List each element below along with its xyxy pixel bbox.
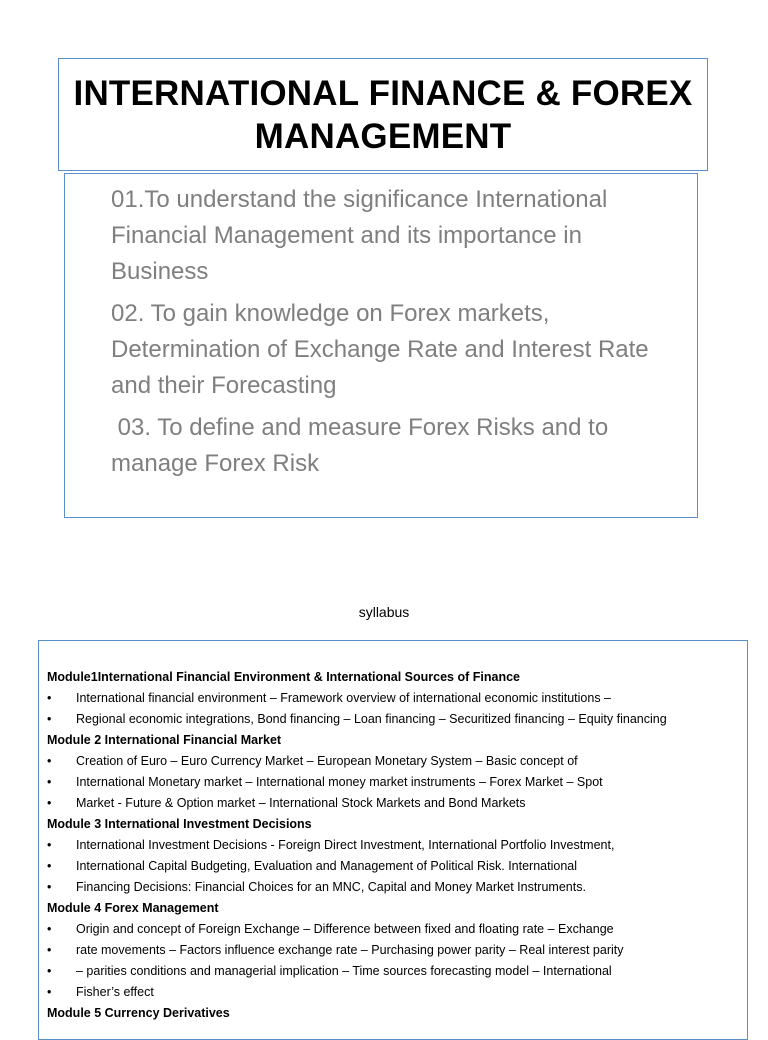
title-box (58, 58, 708, 171)
bullet-icon: • (47, 691, 52, 705)
bullet-icon: • (47, 838, 52, 852)
list-item: • Market - Future & Option market – International Stock Markets and Bond Markets (47, 793, 747, 814)
bullet-icon: • (47, 796, 52, 810)
objective-1: 01.To understand the significance International Financial Management and its importance in Business (111, 186, 608, 285)
objectives-box (64, 173, 698, 518)
module-2-title: Module 2 International Financial Market (47, 733, 282, 747)
module-4-title: Module 4 Forex Management (47, 901, 219, 915)
bullet-icon: • (47, 775, 52, 789)
list-item: • – parities conditions and managerial implication – Time sources forecasting model – International (47, 961, 747, 982)
objective-2: 02. To gain knowledge on Forex markets, Determination of Exchange Rate and Interest Rate and their Forecasting (111, 300, 649, 399)
bullet-icon: • (47, 859, 52, 873)
bullet-icon: • (47, 985, 52, 999)
objective-3: 03. To define and measure Forex Risks and to manage Forex Risk (111, 414, 615, 477)
list-item: • Fisher’s effect (47, 982, 747, 1003)
syllabus-box (38, 640, 748, 1040)
bullet-icon: • (47, 964, 52, 978)
list-item: • International Monetary market – International money market instruments – Forex Market – Spot (47, 772, 747, 793)
bullet-icon: • (47, 880, 52, 894)
list-item: • Creation of Euro – Euro Currency Market – European Monetary System – Basic concept of (47, 751, 747, 772)
bullet-icon: • (47, 943, 52, 957)
bullet-icon: • (47, 712, 52, 726)
list-item: • Financing Decisions: Financial Choices for an MNC, Capital and Money Market Instruments. (47, 877, 747, 898)
list-item: • Origin and concept of Foreign Exchange – Difference between fixed and floating rate – Exchange (47, 919, 747, 940)
list-item: • International financial environment – Framework overview of international economic institutions – (47, 688, 747, 709)
list-item: • Regional economic integrations, Bond financing – Loan financing – Securitized financing – Equity financing (47, 709, 747, 730)
list-item: • rate movements – Factors influence exchange rate – Purchasing power parity – Real interest parity (47, 940, 747, 961)
bullet-icon: • (47, 754, 52, 768)
module-5-title: Module 5 Currency Derivatives (47, 1006, 230, 1020)
module-3-title: Module 3 International Investment Decisions (47, 817, 312, 831)
module-1-title: Module1International Financial Environment & International Sources of Finance (47, 670, 520, 684)
bullet-icon: • (47, 922, 52, 936)
syllabus-label: syllabus (358, 604, 410, 620)
list-item: • International Capital Budgeting, Evaluation and Management of Political Risk. International (47, 856, 747, 877)
page-title: INTERNATIONAL FINANCE & FOREX MANAGEMENT (73, 73, 693, 156)
list-item: • International Investment Decisions - Foreign Direct Investment, International Portfolio Investment, (47, 835, 747, 856)
